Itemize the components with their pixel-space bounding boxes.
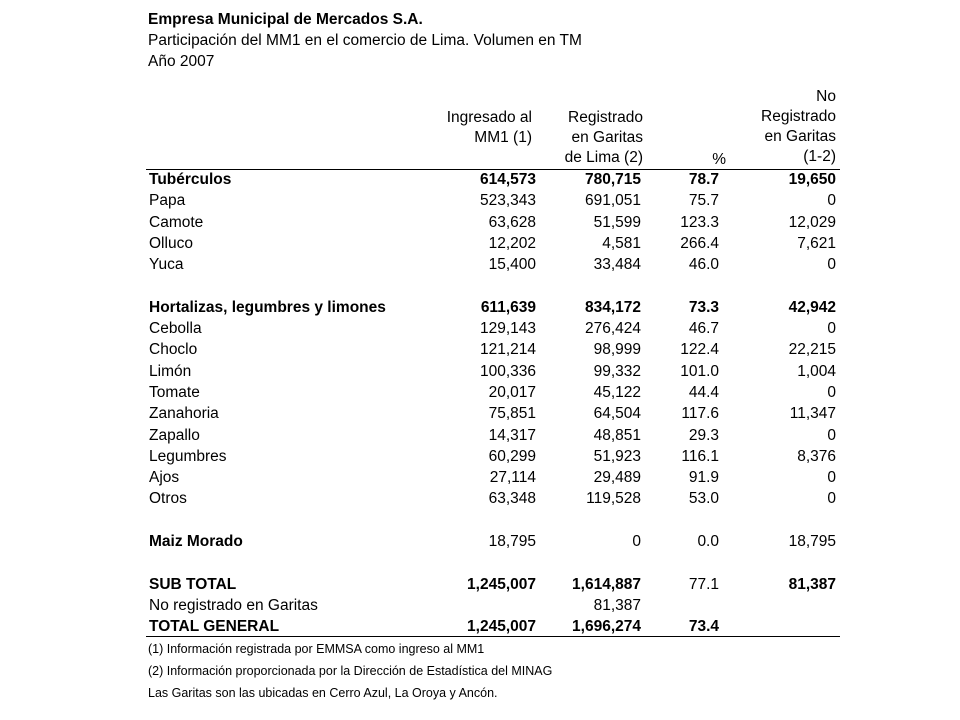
ingresado-cell: 63,348 bbox=[488, 490, 536, 508]
label-cell: Zanahoria bbox=[149, 405, 219, 423]
label-cell: Choclo bbox=[149, 341, 198, 359]
registrado-cell: 1,696,274 bbox=[572, 618, 641, 636]
no-registrado-cell: 0 bbox=[827, 192, 836, 210]
label-cell: Tomate bbox=[149, 383, 200, 401]
group-row bbox=[146, 297, 840, 318]
table-row bbox=[146, 318, 840, 339]
percent-cell: 29.3 bbox=[688, 426, 719, 444]
ingresado-cell: 1,245,007 bbox=[467, 618, 536, 636]
table-row bbox=[146, 382, 840, 403]
ingresado-cell: 129,143 bbox=[479, 320, 536, 338]
ingresado-cell: 63,628 bbox=[488, 213, 536, 231]
percent-cell: 0.0 bbox=[697, 533, 719, 551]
percent-cell: 75.7 bbox=[688, 192, 719, 210]
no-registrado-cell: 22,215 bbox=[788, 341, 836, 359]
registrado-cell: 33,484 bbox=[593, 256, 641, 274]
ingresado-cell: 121,214 bbox=[479, 341, 536, 359]
header-registrado-line-3: de Lima (2) bbox=[564, 149, 643, 166]
ingresado-cell: 18,795 bbox=[488, 533, 536, 551]
spacer-cell bbox=[146, 275, 840, 296]
ingresado-cell: 1,245,007 bbox=[467, 575, 536, 593]
percent-cell: 78.7 bbox=[688, 171, 719, 188]
registrado-cell: 99,332 bbox=[593, 362, 641, 380]
percent-cell: 116.1 bbox=[681, 447, 719, 465]
percent-cell: 46.7 bbox=[688, 320, 719, 338]
report-subtitle: Participación del MM1 en el comercio de Lima. Volumen en TM bbox=[148, 32, 582, 49]
no-registrado-cell: 18,795 bbox=[788, 533, 836, 551]
registrado-cell: 48,851 bbox=[593, 426, 641, 444]
registrado-cell: 4,581 bbox=[602, 234, 641, 252]
ingresado-cell: 523,343 bbox=[479, 192, 536, 210]
header-no-registrado-line-1: No bbox=[816, 88, 836, 105]
ingresado-cell: 614,573 bbox=[479, 171, 536, 188]
no-registrado-cell: 7,621 bbox=[797, 234, 836, 252]
no-registrado-cell: 12,029 bbox=[788, 213, 836, 231]
no-registrado-cell: 81,387 bbox=[788, 575, 836, 593]
no-registrado-cell: 42,942 bbox=[788, 298, 836, 316]
label-cell: Papa bbox=[149, 192, 186, 210]
ingresado-cell bbox=[436, 595, 542, 616]
footnote-1: (1) Información registrada por EMMSA como ingreso al MM1 bbox=[148, 642, 485, 656]
registrado-cell: 691,051 bbox=[584, 192, 641, 210]
report-year: Año 2007 bbox=[148, 53, 215, 70]
no-registrado-cell: 0 bbox=[827, 490, 836, 508]
no-registrado-cell: 11,347 bbox=[789, 405, 836, 423]
registrado-cell: 1,614,887 bbox=[572, 575, 641, 593]
registrado-cell: 0 bbox=[632, 533, 641, 551]
percent-cell: 73.4 bbox=[688, 618, 719, 636]
registrado-cell: 119,528 bbox=[586, 490, 641, 508]
label-cell: Ajos bbox=[149, 469, 180, 487]
label-cell: Yuca bbox=[149, 256, 184, 274]
spacer-row bbox=[146, 275, 840, 296]
no-registrado-cell: 0 bbox=[827, 469, 836, 487]
label-cell: Hortalizas, legumbres y limones bbox=[149, 298, 386, 316]
group-row bbox=[146, 531, 840, 552]
footnote-2: (2) Información proporcionada por la Dirección de Estadística del MINAG bbox=[148, 664, 553, 678]
header-no-registrado-line-2: Registrado bbox=[761, 108, 836, 125]
label-cell: Cebolla bbox=[149, 320, 202, 338]
no-registrado-cell bbox=[725, 595, 840, 616]
percent-cell: 123.3 bbox=[680, 213, 719, 231]
registrado-cell: 276,424 bbox=[584, 320, 641, 338]
no-registrado-cell: 0 bbox=[827, 256, 836, 274]
company-title: Empresa Municipal de Mercados S.A. bbox=[148, 11, 423, 28]
table-row bbox=[146, 190, 840, 211]
header-no-registrado-line-3: en Garitas bbox=[764, 128, 836, 145]
ingresado-cell: 15,400 bbox=[488, 256, 536, 274]
no-registrado-cell: 1,004 bbox=[797, 362, 836, 380]
ingresado-cell: 75,851 bbox=[488, 405, 536, 423]
percent-cell: 53.0 bbox=[688, 490, 719, 508]
table-row bbox=[146, 467, 840, 488]
percent-cell bbox=[647, 595, 725, 616]
registrado-cell: 51,599 bbox=[593, 213, 641, 231]
ingresado-cell: 20,017 bbox=[488, 383, 536, 401]
header-ingresado-line-1: Ingresado al bbox=[446, 109, 532, 126]
percent-cell: 101.0 bbox=[680, 362, 719, 380]
percent-cell: 122.4 bbox=[680, 341, 719, 359]
spacer-cell bbox=[146, 510, 840, 531]
label-cell: Olluco bbox=[149, 234, 193, 252]
header-percent: % bbox=[712, 151, 726, 168]
registrado-cell: 51,923 bbox=[593, 447, 641, 465]
percent-cell: 44.4 bbox=[688, 383, 719, 401]
registrado-cell: 780,715 bbox=[584, 171, 641, 188]
data-table-body bbox=[146, 169, 840, 638]
table-row bbox=[146, 446, 840, 467]
registrado-cell: 45,122 bbox=[593, 383, 641, 401]
no-registrado-cell bbox=[725, 616, 840, 637]
group-row bbox=[146, 169, 840, 190]
header-no-registrado bbox=[726, 87, 836, 167]
label-cell: Tubérculos bbox=[149, 171, 232, 188]
table-row bbox=[146, 403, 840, 424]
percent-cell: 266.4 bbox=[680, 234, 719, 252]
group-row bbox=[146, 574, 840, 595]
header-registrado-line-1: Registrado bbox=[568, 109, 643, 126]
table-row bbox=[146, 595, 840, 616]
spacer-row bbox=[146, 552, 840, 573]
header-registrado bbox=[540, 108, 643, 168]
header-registrado-line-2: en Garitas bbox=[571, 129, 643, 146]
registrado-cell: 98,999 bbox=[593, 341, 641, 359]
spacer-cell bbox=[146, 552, 840, 573]
no-registrado-cell: 19,650 bbox=[788, 171, 836, 188]
label-cell: Legumbres bbox=[149, 447, 227, 465]
table-row bbox=[146, 339, 840, 360]
data-table bbox=[146, 169, 840, 638]
label-cell: No registrado en Garitas bbox=[149, 596, 318, 614]
ingresado-cell: 27,114 bbox=[489, 469, 536, 487]
header-ingresado-line-2: MM1 (1) bbox=[474, 129, 532, 146]
table-row bbox=[146, 212, 840, 233]
no-registrado-cell: 8,376 bbox=[797, 447, 836, 465]
label-cell: SUB TOTAL bbox=[149, 575, 237, 593]
registrado-cell: 81,387 bbox=[593, 596, 641, 614]
label-cell: Camote bbox=[149, 213, 204, 231]
registrado-cell: 834,172 bbox=[584, 298, 641, 316]
group-row bbox=[146, 616, 840, 637]
header-no-registrado-line-4: (1-2) bbox=[803, 148, 836, 165]
no-registrado-cell: 0 bbox=[827, 320, 836, 338]
registrado-cell: 64,504 bbox=[593, 405, 641, 423]
table-row bbox=[146, 254, 840, 275]
footnote-3: Las Garitas son las ubicadas en Cerro Azul, La Oroya y Ancón. bbox=[148, 686, 498, 700]
table-bottom-divider bbox=[146, 636, 840, 637]
label-cell: Limón bbox=[149, 362, 192, 380]
table-row bbox=[146, 233, 840, 254]
ingresado-cell: 60,299 bbox=[488, 447, 536, 465]
label-cell: TOTAL GENERAL bbox=[149, 618, 280, 636]
ingresado-cell: 14,317 bbox=[488, 426, 536, 444]
percent-cell: 117.6 bbox=[681, 405, 719, 423]
report-page bbox=[146, 0, 840, 720]
percent-cell: 77.1 bbox=[688, 575, 719, 593]
percent-cell: 46.0 bbox=[688, 256, 719, 274]
ingresado-cell: 100,336 bbox=[479, 362, 536, 380]
percent-cell: 73.3 bbox=[688, 298, 719, 316]
table-row bbox=[146, 361, 840, 382]
ingresado-cell: 12,202 bbox=[488, 234, 536, 252]
registrado-cell: 29,489 bbox=[593, 469, 641, 487]
spacer-row bbox=[146, 510, 840, 531]
label-cell: Otros bbox=[149, 490, 187, 508]
label-cell: Maiz Morado bbox=[149, 533, 243, 551]
no-registrado-cell: 0 bbox=[827, 426, 836, 444]
header-ingresado bbox=[426, 108, 532, 148]
label-cell: Zapallo bbox=[149, 426, 200, 444]
table-row bbox=[146, 488, 840, 509]
no-registrado-cell: 0 bbox=[827, 383, 836, 401]
percent-cell: 91.9 bbox=[688, 469, 719, 487]
ingresado-cell: 611,639 bbox=[480, 298, 536, 316]
table-row bbox=[146, 425, 840, 446]
